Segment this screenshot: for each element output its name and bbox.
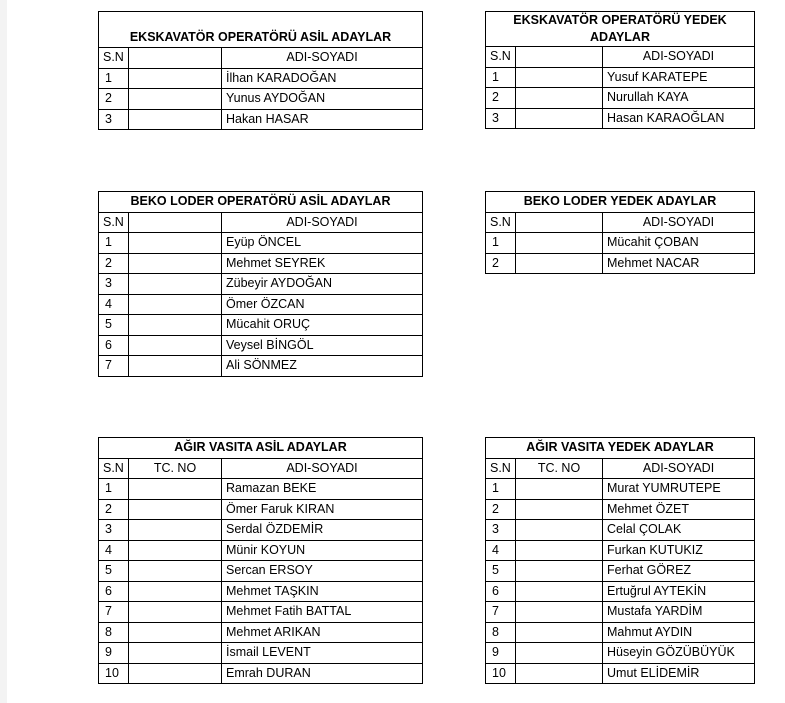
document-page [7, 0, 785, 703]
row-number: 1 [99, 233, 129, 254]
row-number: 5 [486, 561, 516, 582]
tc-number-cell [516, 253, 603, 274]
table-title-row [486, 192, 755, 213]
candidate-name: Ömer Faruk KIRAN [222, 499, 423, 520]
row-number: 8 [99, 622, 129, 643]
row-number: 5 [99, 315, 129, 336]
table-header-row [486, 458, 755, 479]
tc-number-cell [129, 479, 222, 500]
tc-number-cell [129, 622, 222, 643]
table-row [486, 253, 755, 274]
tc-number-cell [516, 643, 603, 664]
candidate-name: Ramazan BEKE [222, 479, 423, 500]
table-row [486, 479, 755, 500]
tc-header: TC. NO [516, 458, 603, 479]
tc-number-cell [129, 356, 222, 377]
tc-number-cell [129, 315, 222, 336]
row-number: 1 [99, 68, 129, 89]
table-row [486, 67, 755, 88]
tc-number-cell [516, 520, 603, 541]
row-number: 1 [486, 67, 516, 88]
table-row [99, 356, 423, 377]
candidate-name: Eyüp ÖNCEL [222, 233, 423, 254]
tc-number-cell [516, 233, 603, 254]
tc-number-cell [129, 499, 222, 520]
table-row [486, 581, 755, 602]
tc-number-cell [129, 335, 222, 356]
table-row [99, 561, 423, 582]
name-header: ADI-SOYADI [603, 47, 755, 68]
table-row [486, 88, 755, 109]
candidate-name: Hüseyin GÖZÜBÜYÜK [603, 643, 755, 664]
agir-vasita-asil-table [98, 437, 423, 684]
tc-number-cell [129, 643, 222, 664]
row-number: 2 [486, 253, 516, 274]
tc-header [516, 47, 603, 68]
table-row [486, 520, 755, 541]
candidate-name: Furkan KUTUKIZ [603, 540, 755, 561]
candidate-name: Sercan ERSOY [222, 561, 423, 582]
table-row [486, 540, 755, 561]
candidate-name: Zübeyir AYDOĞAN [222, 274, 423, 295]
table-row [99, 602, 423, 623]
row-number: 6 [99, 335, 129, 356]
tc-number-cell [129, 294, 222, 315]
tc-number-cell [129, 274, 222, 295]
tc-number-cell [129, 520, 222, 541]
table-title-row [99, 438, 423, 459]
tc-number-cell [129, 253, 222, 274]
candidate-name: Emrah DURAN [222, 663, 423, 684]
table-row [99, 663, 423, 684]
table-row [99, 68, 423, 89]
tc-number-cell [516, 67, 603, 88]
row-number: 3 [99, 520, 129, 541]
row-number: 7 [486, 602, 516, 623]
table-row [99, 233, 423, 254]
table-title-row [486, 438, 755, 459]
candidate-name: İlhan KARADOĞAN [222, 68, 423, 89]
sn-header: S.N [99, 212, 129, 233]
table-row [99, 643, 423, 664]
sn-header: S.N [486, 212, 516, 233]
row-number: 7 [99, 602, 129, 623]
candidate-name: Mehmet ARIKAN [222, 622, 423, 643]
ekskavator-asil-table [98, 11, 423, 130]
row-number: 2 [99, 499, 129, 520]
row-number: 4 [99, 540, 129, 561]
tc-number-cell [516, 108, 603, 129]
candidate-name: Mehmet ÖZET [603, 499, 755, 520]
candidate-name: Ali SÖNMEZ [222, 356, 423, 377]
table-title: AĞIR VASITA ASİL ADAYLAR [99, 438, 423, 459]
row-number: 3 [99, 274, 129, 295]
candidate-name: Mehmet SEYREK [222, 253, 423, 274]
candidate-name: Veysel BİNGÖL [222, 335, 423, 356]
sn-header: S.N [486, 47, 516, 68]
tc-number-cell [516, 561, 603, 582]
table-row [486, 233, 755, 254]
tc-number-cell [516, 622, 603, 643]
sn-header: S.N [99, 48, 129, 69]
table-row [486, 622, 755, 643]
row-number: 4 [486, 540, 516, 561]
beko-asil-table [98, 191, 423, 377]
candidate-name: Mücahit ORUÇ [222, 315, 423, 336]
tc-header [516, 212, 603, 233]
tc-header [129, 212, 222, 233]
table-row [486, 663, 755, 684]
table-row [99, 581, 423, 602]
table-row [486, 561, 755, 582]
tc-number-cell [129, 233, 222, 254]
row-number: 2 [99, 253, 129, 274]
table-row [99, 540, 423, 561]
table-header-row [486, 212, 755, 233]
candidate-name: Serdal ÖZDEMİR [222, 520, 423, 541]
candidate-name: Hakan HASAR [222, 109, 423, 130]
tc-number-cell [516, 663, 603, 684]
name-header: ADI-SOYADI [603, 212, 755, 233]
table-title: BEKO LODER YEDEK ADAYLAR [486, 192, 755, 213]
candidate-name: Ertuğrul AYTEKİN [603, 581, 755, 602]
row-number: 6 [99, 581, 129, 602]
row-number: 2 [486, 88, 516, 109]
table-row [99, 499, 423, 520]
tc-header: TC. NO [129, 458, 222, 479]
table-title-row [99, 12, 423, 48]
candidate-name: Hasan KARAOĞLAN [603, 108, 755, 129]
tc-number-cell [129, 663, 222, 684]
row-number: 9 [99, 643, 129, 664]
candidate-name: Yunus AYDOĞAN [222, 89, 423, 110]
tc-number-cell [129, 540, 222, 561]
table-title: BEKO LODER OPERATÖRÜ ASİL ADAYLAR [99, 192, 423, 213]
name-header: ADI-SOYADI [222, 48, 423, 69]
row-number: 2 [486, 499, 516, 520]
table-row [99, 520, 423, 541]
table-row [99, 315, 423, 336]
candidate-name: Celal ÇOLAK [603, 520, 755, 541]
row-number: 6 [486, 581, 516, 602]
name-header: ADI-SOYADI [603, 458, 755, 479]
table-header-row [99, 212, 423, 233]
row-number: 1 [486, 479, 516, 500]
beko-yedek-table [485, 191, 755, 274]
table-row [99, 253, 423, 274]
table-row [99, 479, 423, 500]
tc-number-cell [516, 88, 603, 109]
tc-number-cell [516, 540, 603, 561]
row-number: 3 [99, 109, 129, 130]
table-row [486, 602, 755, 623]
row-number: 3 [486, 108, 516, 129]
tc-number-cell [129, 581, 222, 602]
agir-vasita-yedek-table [485, 437, 755, 684]
candidate-name: Murat YUMRUTEPE [603, 479, 755, 500]
row-number: 4 [99, 294, 129, 315]
name-header: ADI-SOYADI [222, 212, 423, 233]
tc-number-cell [129, 89, 222, 110]
row-number: 5 [99, 561, 129, 582]
candidate-name: Münir KOYUN [222, 540, 423, 561]
table-row [99, 294, 423, 315]
tc-number-cell [516, 499, 603, 520]
row-number: 2 [99, 89, 129, 110]
candidate-name: Mücahit ÇOBAN [603, 233, 755, 254]
tc-number-cell [129, 109, 222, 130]
table-row [486, 108, 755, 129]
tc-number-cell [516, 479, 603, 500]
table-row [486, 643, 755, 664]
table-row [99, 622, 423, 643]
candidate-name: Mustafa YARDİM [603, 602, 755, 623]
candidate-name: Yusuf KARATEPE [603, 67, 755, 88]
candidate-name: Umut ELİDEMİR [603, 663, 755, 684]
table-title: AĞIR VASITA YEDEK ADAYLAR [486, 438, 755, 459]
table-row [486, 499, 755, 520]
row-number: 8 [486, 622, 516, 643]
candidate-name: Mehmet NACAR [603, 253, 755, 274]
candidate-name: Nurullah KAYA [603, 88, 755, 109]
candidate-name: Ferhat GÖREZ [603, 561, 755, 582]
tc-number-cell [129, 602, 222, 623]
tc-number-cell [516, 581, 603, 602]
candidate-name: İsmail LEVENT [222, 643, 423, 664]
row-number: 7 [99, 356, 129, 377]
row-number: 10 [486, 663, 516, 684]
tc-number-cell [129, 561, 222, 582]
name-header: ADI-SOYADI [222, 458, 423, 479]
sn-header: S.N [486, 458, 516, 479]
row-number: 9 [486, 643, 516, 664]
table-title: EKSKAVATÖR OPERATÖRÜ YEDEK ADAYLAR [486, 12, 755, 47]
table-header-row [99, 48, 423, 69]
table-title-row [99, 192, 423, 213]
tc-header [129, 48, 222, 69]
table-title: EKSKAVATÖR OPERATÖRÜ ASİL ADAYLAR [99, 12, 423, 48]
table-header-row [486, 47, 755, 68]
tc-number-cell [516, 602, 603, 623]
table-row [99, 335, 423, 356]
row-number: 1 [486, 233, 516, 254]
ekskavator-yedek-table [485, 11, 755, 129]
row-number: 1 [99, 479, 129, 500]
table-title-row [486, 12, 755, 47]
row-number: 3 [486, 520, 516, 541]
table-row [99, 89, 423, 110]
candidate-name: Ömer ÖZCAN [222, 294, 423, 315]
candidate-name: Mahmut AYDIN [603, 622, 755, 643]
sn-header: S.N [99, 458, 129, 479]
candidate-name: Mehmet TAŞKIN [222, 581, 423, 602]
table-row [99, 109, 423, 130]
tc-number-cell [129, 68, 222, 89]
candidate-name: Mehmet Fatih BATTAL [222, 602, 423, 623]
table-header-row [99, 458, 423, 479]
table-row [99, 274, 423, 295]
row-number: 10 [99, 663, 129, 684]
